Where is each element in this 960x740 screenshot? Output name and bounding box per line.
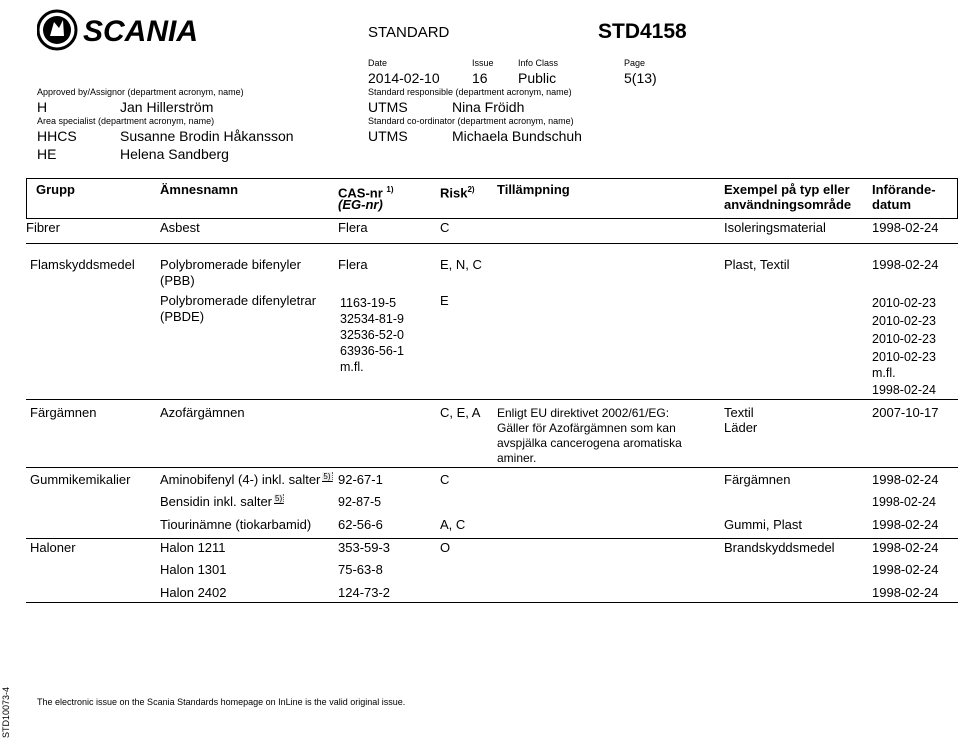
header-exempel: Exempel på typ eller [724, 182, 850, 197]
cell-risk: A, C [440, 517, 466, 532]
std-responsible-label: Standard responsible (department acronym, name) [368, 87, 572, 97]
cell-datum: 2007-10-17 [872, 405, 939, 420]
cell-cas: 62-56-6 [338, 517, 383, 532]
cell-amne: Bensidin inkl. salter 5) [160, 494, 283, 509]
info-class-value: Public [518, 70, 557, 86]
area-specialist-dept: HHCS [37, 128, 77, 144]
cell-risk: C [440, 220, 450, 235]
cell-datum: 2010-02-23 [872, 314, 936, 328]
approved-name: Jan Hillerström [120, 99, 214, 115]
cell-cas: 75-63-8 [338, 562, 383, 577]
header-egnr: (EG-nr) [338, 197, 383, 212]
issue-label: Issue [472, 58, 494, 68]
cell-datum: 2010-02-23 [872, 332, 936, 346]
row-divider [26, 467, 958, 468]
cell-datum: 1998-02-24 [872, 562, 939, 577]
cell-grupp: Flamskyddsmedel [30, 257, 135, 272]
cell-datum: 1998-02-24 [872, 495, 936, 509]
cell-grupp: Fibrer [26, 220, 60, 235]
date-value: 2014-02-10 [368, 70, 440, 86]
footer-note: The electronic issue on the Scania Standards homepage on InLine is the valid original issue. [37, 697, 406, 707]
standard-number: STD4158 [598, 20, 687, 43]
cell-datum: 1998-02-24 [872, 540, 939, 555]
side-code: STD10073-4 [1, 686, 11, 738]
cell-tillampning: aminer. [497, 451, 537, 465]
cell-amne: Halon 2402 [160, 585, 227, 600]
cell-datum: 2010-02-23 [872, 296, 936, 310]
cell-exempel: Brandskyddsmedel [724, 540, 835, 555]
cell-datum: 1998-02-24 [872, 585, 939, 600]
cell-cas: 124-73-2 [338, 585, 391, 600]
cell-amne: Halon 1301 [160, 562, 227, 577]
cell-datum: 1998-02-24 [872, 517, 939, 532]
std-coordinator-label: Standard co-ordinator (department acronym, name) [368, 116, 574, 126]
cell-amne: Halon 1211 [160, 540, 226, 555]
cell-datum: 1998-02-24 [872, 472, 939, 487]
area-specialist-name: Susanne Brodin Håkansson [120, 128, 294, 144]
cell-risk: O [440, 540, 451, 555]
cell-amne: (PBDE) [160, 309, 205, 324]
row-divider [26, 399, 958, 400]
date-label: Date [368, 58, 388, 68]
cell-datum: m.fl. [872, 366, 896, 380]
approved-by-label: Approved by/Assignor (department acronym, name) [37, 87, 244, 97]
cell-amne: Azofärgämnen [160, 405, 245, 420]
area-specialist-label: Area specialist (department acronym, name) [37, 116, 215, 126]
cell-amne: Tiourinämne (tiokarbamid) [160, 517, 312, 532]
cell-cas: 63936-56-1 [340, 344, 404, 358]
std-coordinator-name: Michaela Bundschuh [452, 128, 582, 144]
cell-cas: 1163-19-5 [340, 296, 397, 310]
logo-wordmark: SCANIA [83, 15, 199, 48]
cell-cas: Flera [338, 220, 368, 235]
cell-risk: E, N, C [440, 257, 482, 272]
cell-exempel: Läder [724, 420, 758, 435]
cell-tillampning: Gäller för Azofärgämnen som kan [497, 421, 676, 435]
cell-cas: Flera [338, 257, 368, 272]
cell-datum: 1998-02-24 [872, 383, 936, 397]
scania-logo [37, 6, 237, 56]
cell-grupp: Färgämnen [30, 405, 97, 420]
std-responsible-dept: UTMS [368, 99, 408, 115]
cell-amne: Asbest [160, 220, 200, 235]
cell-amne: (PBB) [160, 273, 195, 288]
header-risk: Risk$^{2)}$ [440, 185, 475, 201]
cell-datum: 1998-02-24 [872, 220, 939, 235]
cell-cas: 32536-52-0 [340, 328, 404, 342]
cell-exempel: Plast, Textil [724, 257, 790, 272]
page-value: 5(13) [624, 70, 657, 86]
cell-exempel: Färgämnen [724, 472, 791, 487]
cell-amne: Aminobifenyl (4-) inkl. salter 5) [160, 472, 331, 487]
cell-risk: C, E, A [440, 405, 481, 420]
header-amnesnamn: Ämnesnamn [160, 182, 239, 197]
issue-value: 16 [472, 70, 488, 86]
cell-datum: 2010-02-23 [872, 350, 936, 364]
header-tillampning: Tillämpning [497, 182, 570, 197]
cell-amne: Polybromerade difenyletrar [160, 293, 317, 308]
header-grupp: Grupp [36, 182, 75, 197]
cell-risk: E [440, 293, 449, 308]
row-divider [26, 243, 958, 244]
std-coordinator-dept: UTMS [368, 128, 408, 144]
cell-datum: 1998-02-24 [872, 257, 939, 272]
cell-exempel: Isoleringsmaterial [724, 220, 826, 235]
cell-cas: 92-67-1 [338, 472, 383, 487]
cell-grupp: Gummikemikalier [30, 472, 131, 487]
row-divider [26, 538, 958, 539]
page-label: Page [624, 58, 646, 68]
cell-risk: C [440, 472, 450, 487]
cell-cas: m.fl. [340, 360, 364, 374]
header-exempel: användningsområde [724, 197, 852, 212]
cell-cas: 92-87-5 [338, 495, 382, 509]
std-responsible-name: Nina Fröidh [452, 99, 525, 115]
header-inforande: datum [872, 197, 911, 212]
info-class-label: Info Class [518, 58, 559, 68]
cell-amne: Polybromerade bifenyler [160, 257, 301, 272]
approved-dept: H [37, 99, 48, 115]
cell-cas: 32534-81-9 [340, 312, 404, 326]
scania-griffin-icon [37, 6, 237, 56]
header-inforande: Införande- [872, 182, 936, 197]
cell-exempel: Gummi, Plast [724, 517, 803, 532]
cell-cas: 353-59-3 [338, 540, 391, 555]
area-specialist-dept: HE [37, 146, 57, 162]
row-divider [26, 602, 958, 603]
cell-exempel: Textil [724, 405, 754, 420]
cell-grupp: Haloner [30, 540, 76, 555]
standard-title: STANDARD [368, 24, 450, 41]
cell-tillampning: avspjälka cancerogena aromatiska [497, 436, 682, 450]
area-specialist-name: Helena Sandberg [120, 146, 229, 162]
header-casnr: CAS-nr $^{1)}$ [338, 185, 394, 201]
cell-tillampning: Enligt EU direktivet 2002/61/EG: [497, 406, 670, 420]
